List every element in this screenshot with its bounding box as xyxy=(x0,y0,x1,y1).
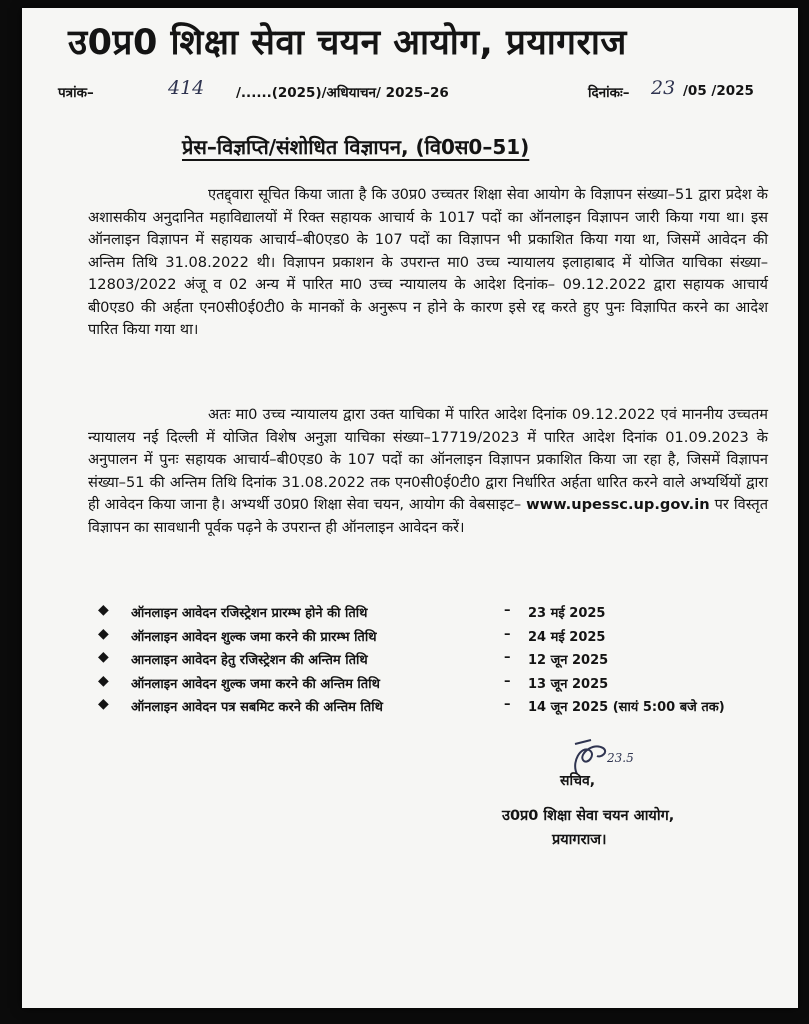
commission-title: उ0प्र0 शिक्षा सेवा चयन आयोग, प्रयागराज xyxy=(68,23,627,63)
website-link: www.upessc.up.gov.in xyxy=(526,496,710,513)
schedule-label: ऑनलाइन आवेदन पत्र सबमिट करने की अन्तिम तिथि xyxy=(131,700,383,715)
schedule-dash: – xyxy=(504,697,511,712)
bullet-diamond-icon: ◆ xyxy=(98,602,109,618)
para2-text-b: पर विस्तृत विज्ञापन का सावधानी पूर्वक पढ़ने के उपरान्त ही ऑनलाइन आवेदन करें। xyxy=(88,496,769,536)
schedule-item xyxy=(98,601,788,625)
secretary-label: सचिव, xyxy=(560,773,596,789)
body-paragraph-1: एतद्द्वारा सूचित किया जाता है कि उ0प्र0 उच्चतर शिक्षा सेवा आयोग के विज्ञापन संख्या–51 द्वारा प्रदेश के अशासकीय अनुदानित महाविद्यालयों में रिक्त सहायक आचार्य के 1017 पदों का ऑनलाइन विज्ञापन जारी किया गया था। इस ऑनलाइन विज्ञापन में सहायक आचार्य–बी0एड0 के 107 पदों का विज्ञापन भी प्रकाशित किया गया था, जिसमें आवेदन की अन्तिम तिथि 31.08.2022 थी। विज्ञापन प्रकाशन के उपरान्त मा0 उच्च न्यायालय इलाहाबाद में योजित याचिका संख्या–12803/2022 अंजू व 02 अन्य में पारित मा0 उच्च न्यायालय के आदेश दिनांक– 09.12.2022 द्वारा सहायक आचार्य बी0एड0 की अर्हता एन0सी0ई0टी0 के मानकों के अनुरूप न होने के कारण इसे रद्द करते हुए पुनः विज्ञापित करने का आदेश पारित किया गया था। xyxy=(88,186,768,338)
schedule-item xyxy=(98,695,788,719)
schedule-date: 24 मई 2025 xyxy=(528,629,606,645)
schedule-item xyxy=(98,672,788,696)
document-page xyxy=(22,8,798,1008)
schedule-date: 23 मई 2025 xyxy=(528,606,606,621)
signatory-org: उ0प्र0 शिक्षा सेवा चयन आयोग, xyxy=(502,808,675,824)
bullet-diamond-icon: ◆ xyxy=(98,672,109,689)
ref-number-handwritten: 414 xyxy=(168,77,205,99)
bullet-diamond-icon: ◆ xyxy=(98,696,109,712)
press-release-title: प्रेस–विज्ञप्ति/संशोधित विज्ञापन, (वि0स0–51) xyxy=(182,135,530,159)
para2-text-a: अतः मा0 उच्च न्यायालय द्वारा उक्त याचिका में पारित आदेश दिनांक 09.12.2022 एवं माननीय उच्चतम न्यायालय नई दिल्ली में योजित विशेष अनुज्ञा याचिका संख्या–17719/2023 में पारित आदेश दिनांक 01.09.2023 के अनुपालन में पुनः सहायक आचार्य–बी0एड0 के 107 पदों का ऑनलाइन विज्ञापन प्रकाशित किया जा रहा है, जिसमें विज्ञापन संख्या–51 की अन्तिम तिथि दिनांक 31.08.2022 तक एन0सी0ई0टी0 द्वारा निर्धारित अर्हता धारित करने वाले अभ्यर्थियों द्वारा ही आवेदन किया जाना है। अभ्यर्थी उ0प्र0 शिक्षा सेवा चयन, आयोग की वेबसाइट– xyxy=(88,406,768,513)
schedule-label: ऑनलाइन आवेदन शुल्क जमा करने की प्रारम्भ तिथि xyxy=(131,629,377,645)
date-label: दिनांकः– xyxy=(588,85,630,101)
date-rest: /05 /2025 xyxy=(683,83,754,99)
ref-rest: /......(2025)/अधियाचन/ 2025–26 xyxy=(236,85,449,101)
schedule-dash: – xyxy=(504,626,511,642)
schedule-date: 13 जून 2025 xyxy=(528,676,609,692)
date-day-handwritten: 23 xyxy=(651,77,676,99)
bullet-diamond-icon: ◆ xyxy=(98,649,109,665)
schedule-item xyxy=(98,625,788,649)
handwritten-date: 23.5 xyxy=(607,751,634,765)
schedule-list xyxy=(98,601,788,719)
schedule-dash: – xyxy=(504,650,511,665)
schedule-label: ऑनलाइन आवेदन रजिस्ट्रेशन प्रारम्भ होने की तिथि xyxy=(131,606,368,621)
ref-label: पत्रांक– xyxy=(58,85,94,101)
body-paragraph-2 xyxy=(88,404,768,539)
bullet-diamond-icon: ◆ xyxy=(98,625,109,642)
schedule-dash: – xyxy=(504,603,511,618)
schedule-dash: – xyxy=(504,673,511,689)
schedule-date: 12 जून 2025 xyxy=(528,653,609,668)
reference-row xyxy=(58,77,778,113)
schedule-item xyxy=(98,648,788,672)
schedule-label: ऑनलाइन आवेदन शुल्क जमा करने की अन्तिम तिथि xyxy=(131,676,380,692)
signatory-city: प्रयागराज। xyxy=(552,832,607,848)
schedule-label: आनलाइन आवेदन हेतु रजिस्ट्रेशन की अन्तिम तिथि xyxy=(131,653,368,668)
schedule-date: 14 जून 2025 (सायं 5:00 बजे तक) xyxy=(528,700,725,715)
